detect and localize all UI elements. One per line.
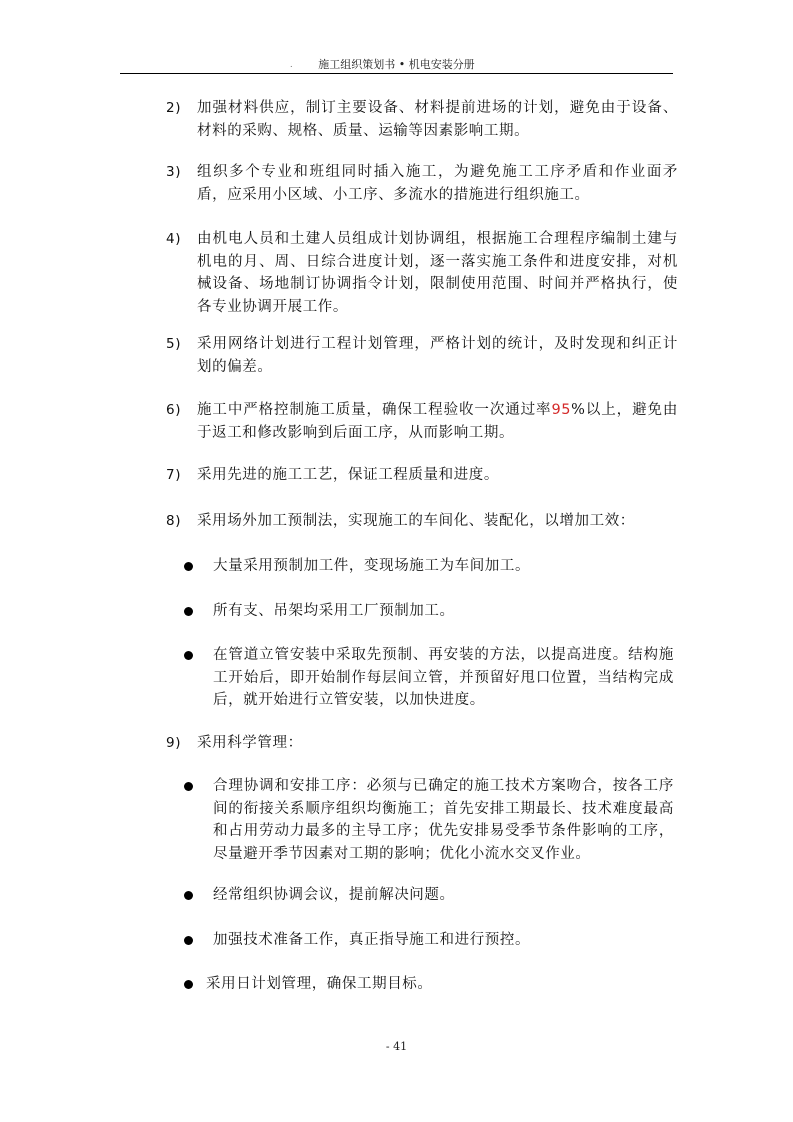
- bullet-item: [181, 644, 681, 712]
- bullet-item: [181, 929, 681, 952]
- item-text: 加强材料供应，制订主要设备、材料提前进场的计划，避免由于设备、材料的采购、规格、质量、运输等因素影响工期。: [197, 100, 678, 139]
- list-item-2: [166, 97, 686, 142]
- bullet-dot-icon: [184, 651, 193, 660]
- item-text: 采用网络计划进行工程计划管理，严格计划的统计，及时发现和纠正计划的偏差。: [197, 336, 678, 375]
- bullet-dot-icon: [184, 891, 193, 900]
- list-item-9: [166, 732, 686, 755]
- item-text-after: %以上，避免由于返工和修改影响到后面工序，从而影响工期。: [197, 402, 678, 441]
- bullet-text: 合理协调和安排工序：必须与已确定的施工技术方案吻合，按各工序间的衔接关系顺序组织均衡施工；首先安排工期最长、技术难度最高和占用劳动力最多的主导工序；优先安排易受季节条件影响的工序，尽量避开季节因素对工期的影响；优化小流水交叉作业。: [213, 778, 674, 862]
- bullet-text: 大量采用预制加工件，变现场施工为车间加工。: [213, 558, 531, 574]
- item-number: 4): [166, 231, 182, 247]
- bullet-dot-icon: [184, 562, 193, 571]
- bullet-item: [181, 973, 681, 996]
- list-item-8: [166, 510, 686, 533]
- item-number: 2): [166, 100, 182, 116]
- page-header: 施工组织策划书 • 机电安装分册: [318, 58, 475, 71]
- item-number: 5): [166, 336, 182, 352]
- bullet-dot-icon: [184, 607, 193, 616]
- bullet-text: 采用日计划管理，确保工期目标。: [206, 976, 433, 992]
- header-mark: .: [290, 60, 293, 69]
- bullet-text: 加强技术准备工作，真正指导施工和进行预控。: [213, 932, 531, 948]
- bullet-text: 所有支、吊架均采用工厂预制加工。: [213, 603, 455, 619]
- item-text: [197, 399, 678, 444]
- item-number: 6): [166, 402, 182, 418]
- header-rule: [120, 73, 673, 74]
- page-number: - 41: [385, 1040, 408, 1053]
- bullet-text: 在管道立管安装中采取先预制、再安装的方法，以提高进度。结构施工开始后，即开始制作每层间立管，并预留好甩口位置，当结构完成后，就开始进行立管安装，以加快进度。: [213, 647, 674, 709]
- bullet-item: [181, 775, 681, 865]
- bullet-text: 经常组织协调会议，提前解决问题。: [213, 887, 455, 903]
- item-text: 采用科学管理：: [197, 735, 303, 751]
- item-number: 7): [166, 467, 182, 483]
- item-text: 由机电人员和土建人员组成计划协调组，根据施工合理程序编制土建与机电的月、周、日综合进度计划，逐一落实施工条件和进度安排，对机械设备、场地制订协调指令计划，限制使用范围、时间并严格执行，使各专业协调开展工作。: [197, 231, 678, 315]
- bullet-item: [181, 884, 681, 907]
- item-number: 9): [166, 735, 182, 751]
- item-text: 采用场外加工预制法，实现施工的车间化、装配化，以增加工效：: [197, 513, 635, 529]
- item-text: 采用先进的施工工艺，保证工程质量和进度。: [197, 467, 499, 483]
- item-text: 组织多个专业和班组同时插入施工，为避免施工工序矛盾和作业面矛盾，应采用小区域、小工序、多流水的措施进行组织施工。: [197, 164, 678, 203]
- list-item-6: [166, 399, 686, 444]
- list-item-4: [166, 228, 686, 318]
- list-item-5: [166, 333, 686, 378]
- item-number: 8): [166, 513, 182, 529]
- bullet-dot-icon: [184, 936, 193, 945]
- bullet-dot-icon: [184, 980, 193, 989]
- bullet-dot-icon: [184, 782, 193, 791]
- pass-rate-highlight: 95: [551, 402, 572, 418]
- bullet-item: [181, 555, 681, 578]
- item-text-before: 施工中严格控制施工质量，确保工程验收一次通过率: [197, 402, 552, 418]
- bullet-item: [181, 600, 681, 623]
- item-number: 3): [166, 164, 182, 180]
- list-item-3: [166, 161, 686, 206]
- list-item-7: [166, 464, 686, 487]
